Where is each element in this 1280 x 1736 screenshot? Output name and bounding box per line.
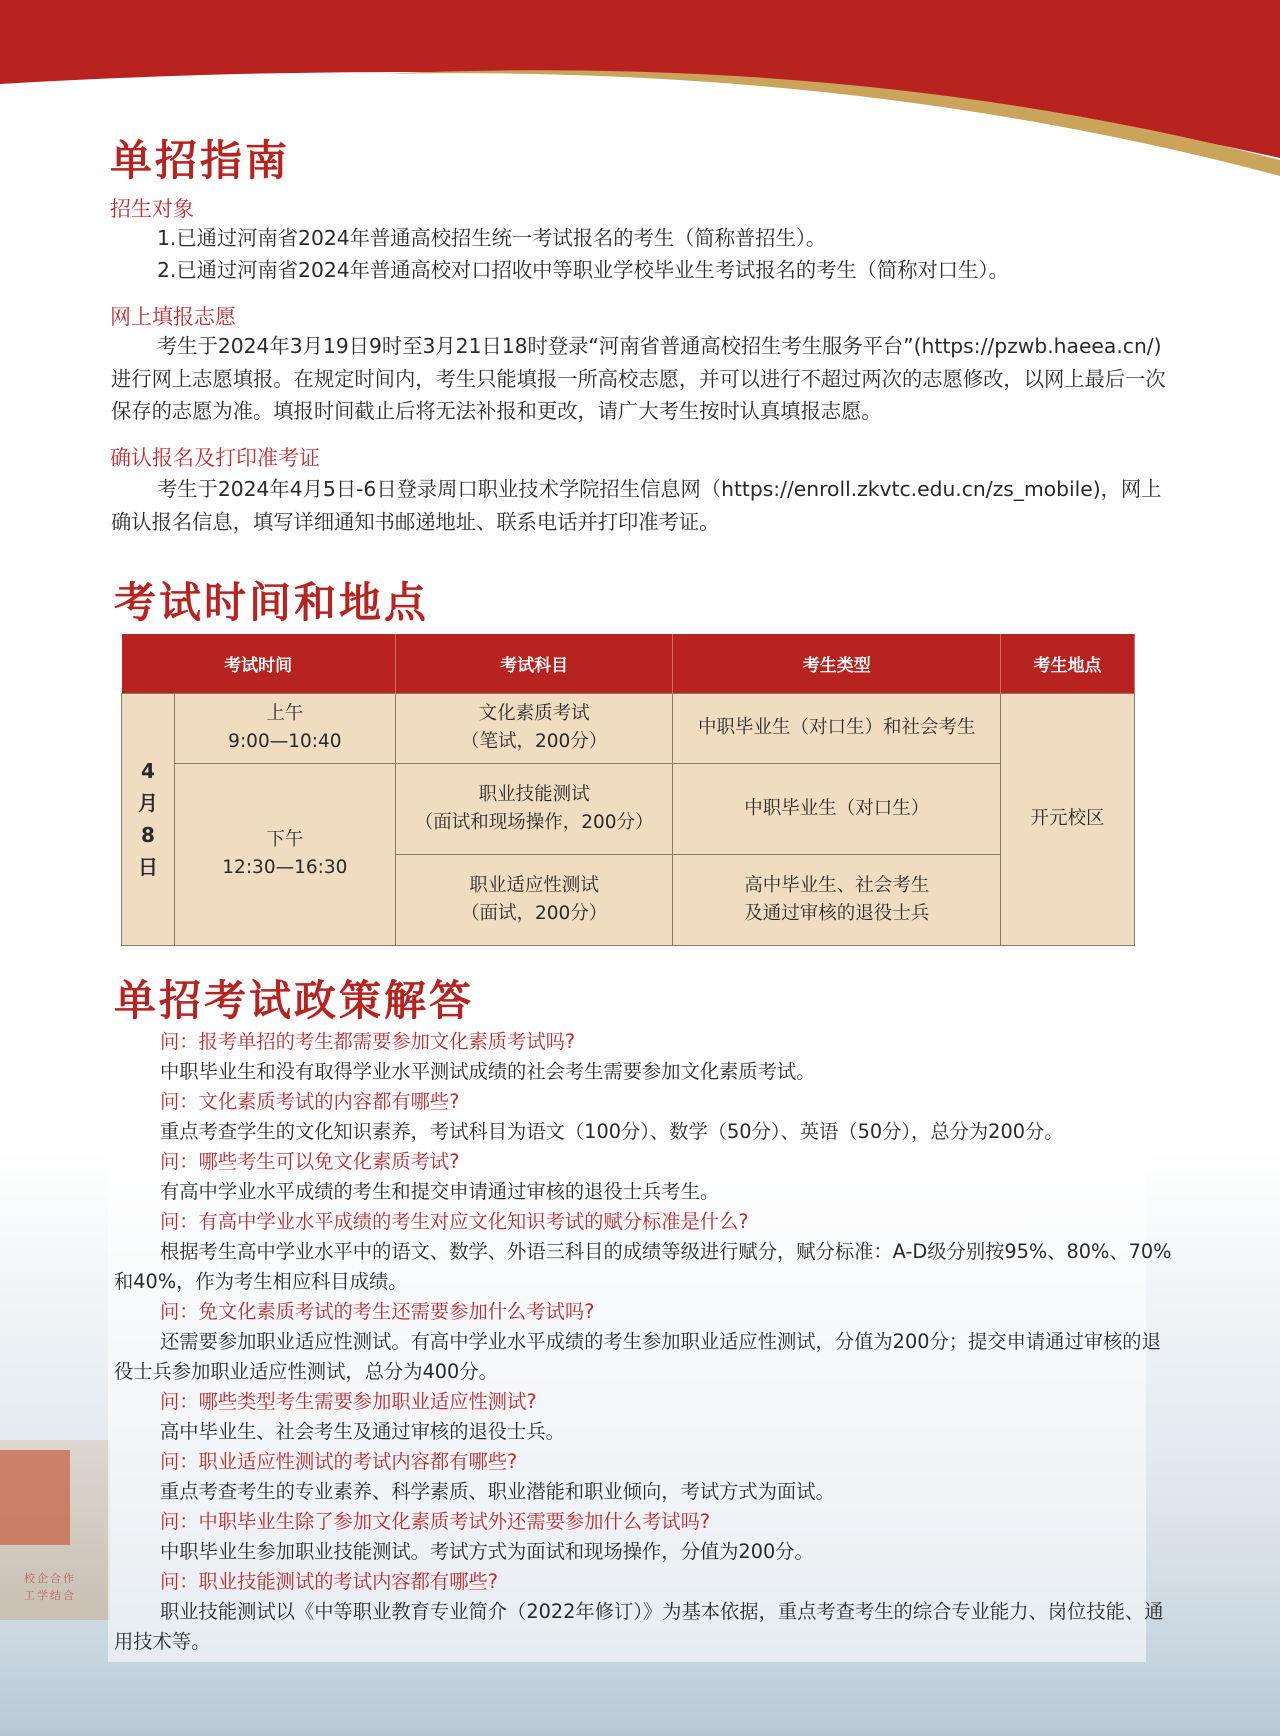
- sign-line: 校企合作: [24, 1572, 76, 1585]
- subject-detail: （面试和现场操作，200分）: [414, 811, 654, 833]
- type-line: 及通过审核的退役士兵: [744, 902, 930, 924]
- answer: 中职毕业生参加职业技能测试。考试方式为面试和现场操作，分值为200分。: [160, 1540, 814, 1563]
- subject-name: 文化素质考试: [478, 703, 590, 724]
- section-heading: 招生对象: [110, 197, 194, 221]
- question: 问：免文化素质考试的考生还需要参加什么考试吗?: [160, 1300, 595, 1323]
- paragraph: 1.已通过河南省2024年普通高校招生统一考试报名的考生（简称普招生）。: [157, 226, 827, 250]
- subject-detail: （笔试，200分）: [460, 731, 608, 752]
- paragraph: 2.已通过河南省2024年普通高校对口招收中等职业学校毕业生考试报名的考生（简称对口生）。: [157, 258, 1009, 282]
- section-heading: 确认报名及打印准考证: [110, 446, 320, 470]
- morning-slot: [174, 693, 395, 763]
- answer: 根据考生高中学业水平中的语文、数学、外语三科目的成绩等级进行赋分，赋分标准：A-D级分别按95%、80%、70%和40%，作为考生相应科目成绩。: [114, 1240, 1172, 1293]
- type-line: 高中毕业生、社会考生: [744, 874, 930, 896]
- exam-title: 考试时间和地点: [114, 578, 430, 627]
- campus-building-red-wall: [0, 1450, 70, 1545]
- header-type: 考生类型: [673, 634, 1001, 693]
- answer: 中职毕业生和没有取得学业水平测试成绩的社会考生需要参加文化素质考试。: [160, 1060, 816, 1083]
- header-time: 考试时间: [122, 634, 396, 693]
- sign-line: 工学结合: [24, 1589, 76, 1602]
- header-subject: 考试科目: [395, 634, 673, 693]
- date-char: 日: [137, 855, 158, 879]
- answer: 职业技能测试以《中等职业教育专业简介（2022年修订）》为基本依据，重点考查考生的综合专业能力、岗位技能、通用技术等。: [114, 1600, 1164, 1653]
- policy-title: 单招考试政策解答: [114, 976, 475, 1025]
- date-char: 4: [141, 759, 155, 783]
- answer: 有高中学业水平成绩的考生和提交申请通过审核的退役士兵考生。: [160, 1180, 720, 1203]
- subject-cell: [395, 763, 673, 854]
- guide-title: 单招指南: [110, 136, 291, 185]
- type-cell: 中职毕业生（对口生）: [673, 763, 1001, 854]
- type-cell: [673, 854, 1001, 945]
- slot-label: 下午: [266, 829, 304, 850]
- exam-date: [122, 693, 175, 945]
- answer: 还需要参加职业适应性测试。有高中学业水平成绩的考生参加职业适应性测试，分值为200分；提交申请通过审核的退役士兵参加职业适应性测试，总分为400分。: [114, 1330, 1161, 1383]
- paragraph: 考生于2024年4月5日-6日登录周口职业技术学院招生信息网（https://enroll.zkvtc.edu.cn/zs_mobile)，网上确认报名信息，填写详细通知书邮递地址、联系电话并打印准考证。: [111, 477, 1162, 534]
- slot-time: 9:00—10:40: [228, 731, 342, 752]
- building-sign: [24, 1570, 84, 1604]
- slot-label: 上午: [266, 703, 304, 724]
- question: 问：中职毕业生除了参加文化素质考试外还需要参加什么考试吗?: [160, 1510, 711, 1533]
- type-cell: 中职毕业生（对口生）和社会考生: [673, 693, 1001, 763]
- question: 问：文化素质考试的内容都有哪些?: [160, 1090, 460, 1113]
- afternoon-slot: [174, 763, 395, 945]
- question: 问：职业技能测试的考试内容都有哪些?: [160, 1570, 499, 1593]
- date-char: 月: [137, 791, 158, 815]
- subject-cell: [395, 854, 673, 945]
- header-location: 考生地点: [1001, 634, 1135, 693]
- subject-detail: （面试，200分）: [460, 902, 608, 924]
- location-cell: 开元校区: [1001, 693, 1135, 945]
- question: 问：哪些类型考生需要参加职业适应性测试?: [160, 1390, 537, 1413]
- table-row: [122, 693, 1135, 763]
- question: 问：有高中学业水平成绩的考生对应文化知识考试的赋分标准是什么?: [160, 1210, 749, 1233]
- exam-schedule-table: [121, 634, 1135, 946]
- table-header-row: [122, 634, 1135, 693]
- section-heading: 网上填报志愿: [110, 305, 236, 329]
- qa-list: [114, 1027, 1176, 1657]
- subject-name: 职业适应性测试: [469, 874, 599, 896]
- question: 问：哪些考生可以免文化素质考试?: [160, 1150, 460, 1173]
- table-row: [122, 763, 1135, 854]
- subject-cell: [395, 693, 673, 763]
- question: 问：报考单招的考生都需要参加文化素质考试吗?: [160, 1030, 576, 1053]
- date-char: 8: [141, 823, 155, 847]
- answer: 高中毕业生、社会考生及通过审核的退役士兵。: [160, 1420, 565, 1443]
- paragraph: 考生于2024年3月19日9时至3月21日18时登录“河南省普通高校招生考生服务平台”(https://pzwb.haeea.cn/)进行网上志愿填报。在规定时间内，考生只能填报一所高校志愿，并可以进行不超过两次的志愿修改，以网上最后一次保存的志愿为准。填报时间截止后将无法补报和更改，请广大考生按时认真填报志愿。: [111, 334, 1166, 423]
- answer: 重点考查学生的文化知识素养，考试科目为语文（100分）、数学（50分）、英语（50分），总分为200分。: [160, 1120, 1064, 1143]
- slot-time: 12:30—16:30: [222, 857, 348, 878]
- subject-name: 职业技能测试: [478, 783, 590, 805]
- answer: 重点考查考生的专业素养、科学素质、职业潜能和职业倾向，考试方式为面试。: [160, 1480, 835, 1503]
- question: 问：职业适应性测试的考试内容都有哪些?: [160, 1450, 518, 1473]
